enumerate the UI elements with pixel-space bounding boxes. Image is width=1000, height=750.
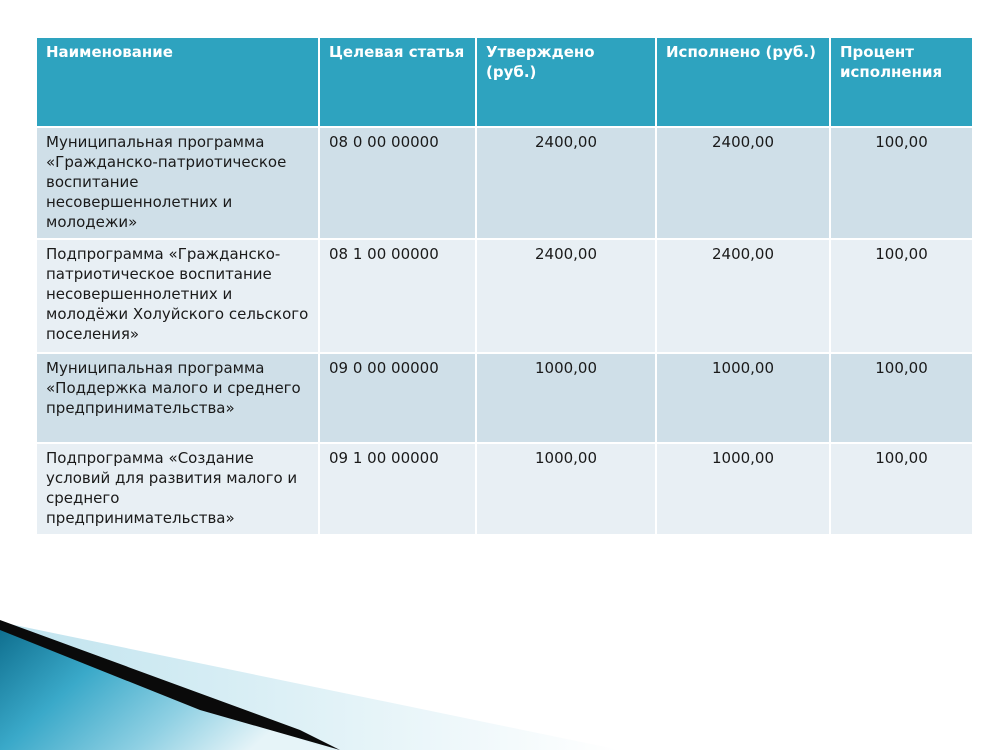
row-percent: 100,00: [830, 353, 973, 443]
row-executed: 2400,00: [656, 127, 830, 239]
table-row: [36, 127, 973, 239]
row-executed: 1000,00: [656, 353, 830, 443]
row-code: 09 0 00 00000: [319, 353, 476, 443]
header-approved: Утверждено (руб.): [476, 37, 656, 127]
row-name: Подпрограмма «Гражданско-патриотическое воспитание несовершеннолетних и молодёжи Холуйского сельского поселения»: [36, 239, 319, 353]
decorative-corner-swoosh: [0, 620, 620, 750]
header-name: Наименование: [36, 37, 319, 127]
budget-execution-table: [35, 36, 974, 536]
row-executed: 1000,00: [656, 443, 830, 535]
table-row: [36, 353, 973, 443]
header-percent: Процент исполнения: [830, 37, 973, 127]
row-approved: 2400,00: [476, 239, 656, 353]
header-executed: Исполнено (руб.): [656, 37, 830, 127]
row-name: Подпрограмма «Создание условий для развития малого и среднего предпринимательства»: [36, 443, 319, 535]
row-approved: 1000,00: [476, 353, 656, 443]
row-percent: 100,00: [830, 443, 973, 535]
row-approved: 1000,00: [476, 443, 656, 535]
row-percent: 100,00: [830, 127, 973, 239]
row-code: 08 0 00 00000: [319, 127, 476, 239]
row-name: Муниципальная программа «Гражданско-патриотическое воспитание несовершеннолетних и молодежи»: [36, 127, 319, 239]
row-name: Муниципальная программа «Поддержка малого и среднего предпринимательства»: [36, 353, 319, 443]
row-code: 09 1 00 00000: [319, 443, 476, 535]
row-executed: 2400,00: [656, 239, 830, 353]
row-percent: 100,00: [830, 239, 973, 353]
header-target-article: Целевая статья: [319, 37, 476, 127]
table-row: [36, 239, 973, 353]
row-approved: 2400,00: [476, 127, 656, 239]
table-header-row: [36, 37, 973, 127]
table-row: [36, 443, 973, 535]
row-code: 08 1 00 00000: [319, 239, 476, 353]
